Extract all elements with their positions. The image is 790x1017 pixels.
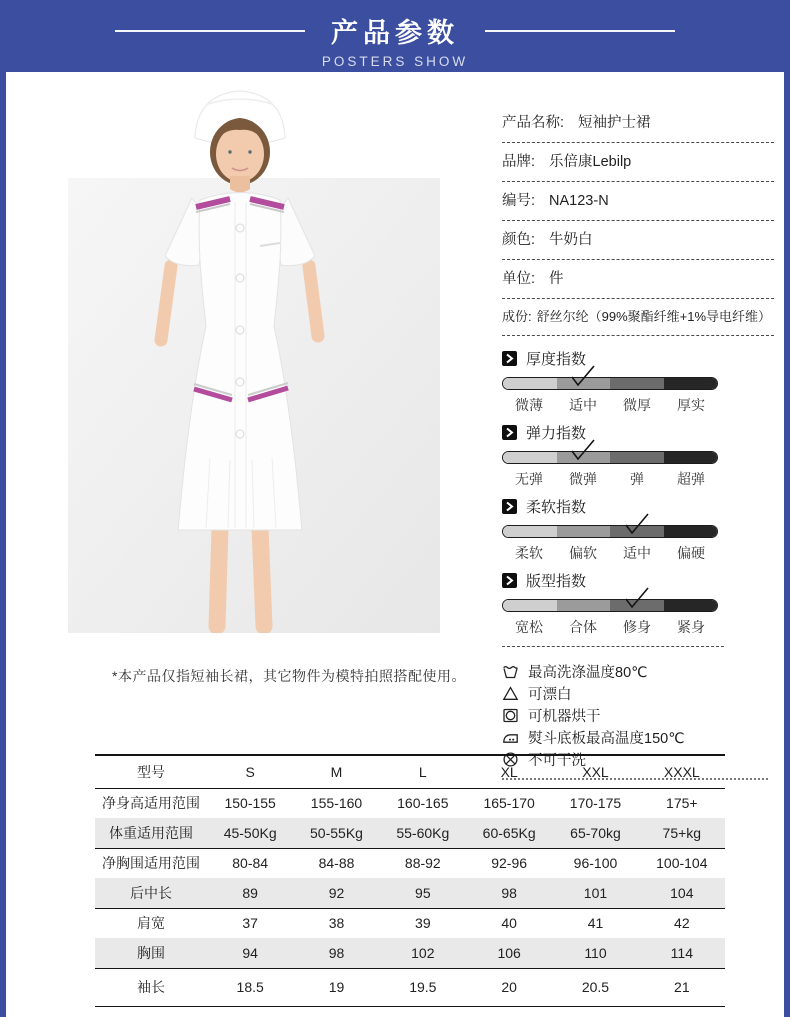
table-cell: 106 <box>497 944 521 961</box>
spec-value: 件 <box>549 271 564 287</box>
index-title-text: 厚度指数 <box>526 351 587 368</box>
chevron-right-icon <box>502 573 517 588</box>
table-cell: 39 <box>415 915 431 932</box>
bar-segment-2 <box>557 526 611 537</box>
header-line-right <box>485 30 675 32</box>
size-table-header-cell: M <box>293 755 379 788</box>
index-title-text: 柔软指数 <box>526 499 587 516</box>
spec-value: 牛奶白 <box>549 232 593 248</box>
index-block <box>502 570 774 637</box>
check-mark-icon <box>570 364 596 388</box>
table-row <box>95 908 725 938</box>
index-bar <box>502 451 718 464</box>
table-cell: 104 <box>670 884 694 901</box>
page-title: 产品参数 <box>331 18 459 48</box>
spec-label: 编号: <box>502 193 536 209</box>
index-block <box>502 348 774 415</box>
index-label: 微厚 <box>623 397 651 413</box>
table-cell: 175+ <box>666 795 698 812</box>
dashed-separator <box>502 646 724 647</box>
table-cell: 38 <box>328 915 345 932</box>
bar-segment-4 <box>664 378 718 389</box>
index-label: 适中 <box>569 397 597 413</box>
row-label-cell: 后中长 <box>130 884 172 901</box>
spec-value: 舒丝尔纶（99%聚酯纤维+1%导电纤维） <box>536 309 772 324</box>
index-title-text: 版型指数 <box>526 573 587 590</box>
table-cell: 92 <box>328 884 345 901</box>
size-table-header-cell: L <box>380 755 466 788</box>
spec-row <box>502 182 774 221</box>
bar-segment-3 <box>610 378 664 389</box>
product-photo <box>68 88 440 633</box>
chevron-right-icon <box>502 425 517 440</box>
spec-value: 短袖护士裙 <box>578 115 651 131</box>
index-label: 微薄 <box>515 397 543 413</box>
spec-list <box>502 104 774 336</box>
table-cell: 42 <box>674 915 690 932</box>
size-table <box>95 754 725 1007</box>
table-cell: 100-104 <box>656 855 708 872</box>
index-block <box>502 496 774 563</box>
care-text: 最高洗涤温度80℃ <box>528 664 648 681</box>
spec-row <box>502 260 774 299</box>
table-row <box>95 788 725 818</box>
table-cell: 19.5 <box>409 979 437 995</box>
table-cell: 60-65Kg <box>482 824 536 841</box>
table-cell: 75+kg <box>662 824 702 841</box>
spec-row <box>502 104 774 143</box>
left-border-strip <box>0 72 6 1017</box>
index-label: 柔软 <box>515 545 543 561</box>
page-subtitle: POSTERS SHOW <box>321 54 469 69</box>
table-row <box>95 938 725 968</box>
table-cell: 40 <box>501 915 517 932</box>
right-arm <box>309 266 318 336</box>
size-table-header-cell: 型号 <box>95 755 207 788</box>
table-cell: 41 <box>587 915 604 932</box>
index-label: 无弹 <box>515 471 543 487</box>
table-cell: 45-50Kg <box>223 824 277 841</box>
index-label: 偏硬 <box>677 545 705 561</box>
table-cell: 20.5 <box>581 979 610 995</box>
index-list <box>502 348 774 637</box>
right-leg <box>260 528 264 626</box>
care-text: 可机器烘干 <box>528 708 601 725</box>
row-label-cell: 肩宽 <box>137 915 165 932</box>
index-labels <box>502 469 718 489</box>
index-labels <box>502 395 718 415</box>
spec-label: 产品名称: <box>502 115 565 131</box>
index-label: 适中 <box>623 545 651 561</box>
table-row <box>95 848 725 878</box>
table-cell: 98 <box>501 884 517 901</box>
table-cell: 89 <box>242 884 258 901</box>
index-labels <box>502 543 718 563</box>
header-line-left <box>115 30 305 32</box>
bar-segment-3 <box>610 452 664 463</box>
index-label: 修身 <box>623 619 651 635</box>
row-label-cell: 体重适用范围 <box>109 824 193 841</box>
spec-label: 颜色: <box>502 232 536 248</box>
care-item <box>502 682 774 704</box>
index-bar-segments <box>502 451 718 464</box>
table-cell: 19 <box>328 979 345 995</box>
table-cell: 98 <box>328 944 345 961</box>
care-item <box>502 726 774 748</box>
table-cell: 96-100 <box>573 855 618 872</box>
index-label: 紧身 <box>677 619 705 635</box>
table-cell: 110 <box>584 944 607 961</box>
spec-label: 品牌: <box>502 154 536 170</box>
table-cell: 92-96 <box>491 855 528 872</box>
index-bar <box>502 377 718 390</box>
neck <box>230 176 250 193</box>
index-label: 厚实 <box>677 397 705 413</box>
bleach-triangle-icon <box>502 685 519 702</box>
care-item <box>502 660 774 682</box>
spec-label: 成份: <box>502 309 532 324</box>
row-label-cell: 胸围 <box>137 944 165 961</box>
table-cell: 55-60Kg <box>396 824 450 841</box>
table-cell: 101 <box>583 884 608 901</box>
size-table-header-cell: XXXL <box>639 755 725 788</box>
table-cell: 84-88 <box>318 855 355 872</box>
spec-row <box>502 143 774 182</box>
bar-segment-4 <box>664 600 718 611</box>
check-mark-icon <box>570 438 596 462</box>
size-table-header-cell: S <box>207 755 293 788</box>
chevron-right-icon <box>502 499 517 514</box>
product-photo-illustration <box>68 88 440 633</box>
right-border-strip <box>784 72 790 1017</box>
size-table-header-cell: XL <box>466 755 552 788</box>
table-cell: 21 <box>674 979 690 995</box>
index-labels <box>502 617 718 637</box>
table-cell: 88-92 <box>404 855 441 872</box>
care-text: 熨斗底板最高温度150℃ <box>528 730 685 747</box>
bar-segment-4 <box>664 526 718 537</box>
index-label: 合体 <box>569 619 597 635</box>
table-row <box>95 818 725 848</box>
table-cell: 95 <box>415 884 431 901</box>
index-label: 微弹 <box>569 471 597 487</box>
right-column <box>502 104 774 780</box>
table-row <box>95 878 725 908</box>
table-cell: 37 <box>242 915 258 932</box>
check-mark-icon <box>624 586 650 610</box>
tumble-dry-icon <box>502 707 519 724</box>
table-row <box>95 968 725 1006</box>
index-label: 宽松 <box>515 619 543 635</box>
table-cell: 170-175 <box>569 795 622 812</box>
bar-segment-4 <box>664 452 718 463</box>
table-cell: 80-84 <box>232 855 269 872</box>
spec-value: 乐倍康Lebilp <box>549 154 632 170</box>
table-cell: 114 <box>670 944 693 961</box>
index-title <box>502 422 774 443</box>
index-label: 弹 <box>630 471 644 487</box>
index-label: 偏软 <box>569 545 597 561</box>
bar-segment-1 <box>503 378 557 389</box>
product-note: *本产品仅指短袖长裙，其它物件为模特拍照搭配使用。 <box>112 668 466 684</box>
row-label-cell: 净胸围适用范围 <box>102 855 200 872</box>
spec-row <box>502 299 774 336</box>
care-item <box>502 704 774 726</box>
table-cell: 102 <box>411 944 435 961</box>
table-cell: 160-165 <box>397 795 449 812</box>
chevron-right-icon <box>502 351 517 366</box>
wash-tub-icon <box>502 663 519 680</box>
bar-segment-2 <box>557 600 611 611</box>
size-table-header-cell: XXL <box>552 755 638 788</box>
table-cell: 20 <box>501 979 517 995</box>
row-label-cell: 袖长 <box>137 979 165 995</box>
spec-row <box>502 221 774 260</box>
index-label: 超弹 <box>677 471 705 487</box>
care-text: 可漂白 <box>528 686 572 703</box>
spec-label: 单位: <box>502 271 536 287</box>
table-cell: 155-160 <box>310 795 363 812</box>
bar-segment-1 <box>503 526 557 537</box>
check-mark-icon <box>624 512 650 536</box>
index-bar <box>502 525 718 538</box>
left-leg <box>217 528 220 626</box>
index-bar-segments <box>502 525 718 538</box>
index-bar-segments <box>502 377 718 390</box>
bar-segment-1 <box>503 452 557 463</box>
index-bar-segments <box>502 599 718 612</box>
index-block <box>502 422 774 489</box>
table-cell: 50-55Kg <box>310 824 363 841</box>
care-text: 不可干洗 <box>528 752 586 769</box>
table-cell: 94 <box>242 944 258 961</box>
table-cell: 150-155 <box>224 795 276 812</box>
page-header <box>0 0 790 72</box>
index-title-text: 弹力指数 <box>526 425 587 442</box>
index-bar <box>502 599 718 612</box>
iron-icon <box>502 729 519 746</box>
bar-segment-1 <box>503 600 557 611</box>
index-title <box>502 348 774 369</box>
spec-value: NA123-N <box>549 193 609 209</box>
face <box>216 126 264 182</box>
size-table-header-row <box>95 755 725 788</box>
table-cell: 18.5 <box>236 979 264 995</box>
row-label-cell: 净身高适用范围 <box>102 795 200 812</box>
table-cell: 65-70kg <box>570 824 621 841</box>
table-cell: 165-170 <box>483 795 535 812</box>
